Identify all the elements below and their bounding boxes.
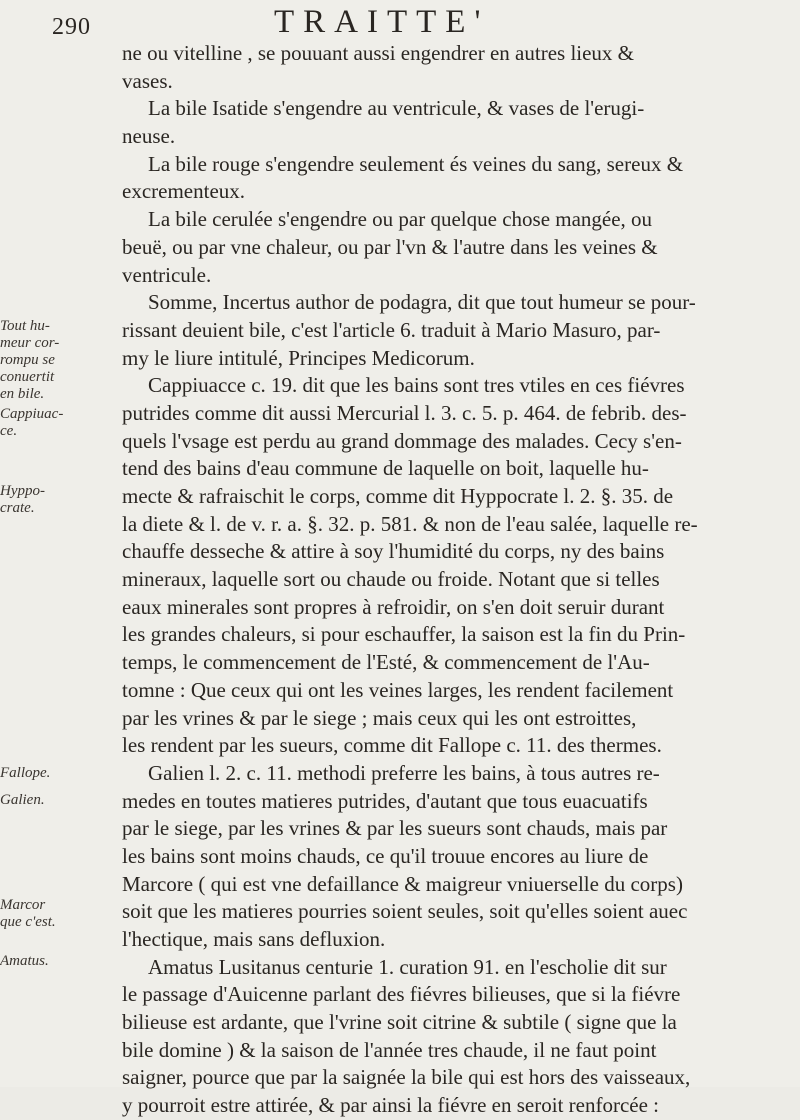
text-line: Marcore ( qui est vne defaillance & maigreur vniuerselle du corps)	[122, 871, 683, 896]
text-line: ne ou vitelline , se pouuant aussi engendrer en autres lieux &	[122, 41, 635, 65]
text-line: par le siege, par les vrines & par les sueurs sont chauds, mais par	[122, 816, 668, 841]
text-line: La bile cerulée s'engendre ou par quelque chose mangée, ou	[148, 207, 653, 232]
text-line: beuë, ou par vne chaleur, ou par l'vn & l'autre dans les veines &	[122, 234, 658, 259]
body-text	[122, 40, 782, 1120]
text-line: my le liure intitulé, Principes Medicorum.	[122, 345, 475, 370]
margin-note-amatus	[0, 953, 112, 970]
text-line: mecte & rafraischit le corps, comme dit Hyppocrate l. 2. §. 35. de	[122, 484, 674, 508]
text-line: par les vrines & par le siege ; mais ceux qui les ont estroittes,	[122, 705, 637, 730]
margin-note-cappiuacce	[0, 406, 112, 440]
margin-line: ce.	[0, 423, 18, 439]
text-line: La bile Isatide s'engendre au ventricule, & vases de l'erugi-	[148, 96, 645, 121]
margin-note-galien	[0, 792, 112, 809]
text-line: putrides comme dit aussi Mercurial l. 3. c. 5. p. 464. de febrib. des-	[122, 400, 687, 425]
margin-line: Marcor	[0, 897, 46, 913]
text-line: y pourroit estre attirée, & par ainsi la fiévre en seroit renforcée :	[122, 1093, 660, 1118]
text-line: les grandes chaleurs, si pour eschauffer, la saison est la fin du Prin-	[122, 622, 686, 647]
text-line: Galien l. 2. c. 11. methodi preferre les bains, à tous autres re-	[148, 760, 660, 785]
text-line: chauffe desseche & attire à soy l'humidité du corps, ny des bains	[122, 539, 665, 564]
margin-line: Amatus.	[0, 953, 49, 969]
margin-line: Hyppo-	[0, 483, 45, 499]
text-line: rissant deuient bile, c'est l'article 6. traduit à Mario Masuro, par-	[122, 317, 661, 342]
margin-line: meur cor-	[0, 335, 60, 351]
text-line: ventricule.	[122, 262, 212, 287]
text-line: eaux minerales sont propres à refroidir, on s'en doit seruir durant	[122, 594, 665, 619]
margin-line: Galien.	[0, 792, 45, 808]
margin-line: crate.	[0, 500, 35, 516]
margin-line: rompu se	[0, 352, 55, 368]
text-line: tend des bains d'eau commune de laquelle on boit, laquelle hu-	[122, 456, 649, 481]
margin-note-marcor	[0, 897, 112, 931]
margin-line: conuertit	[0, 369, 55, 385]
margin-line: que c'est.	[0, 914, 56, 930]
text-line: bile domine ) & la saison de l'année tres chaude, il ne faut point	[122, 1037, 657, 1062]
text-line: l'hectique, mais sans defluxion.	[122, 927, 386, 951]
text-line: Somme, Incertus author de podagra, dit que tout humeur se pour-	[148, 290, 696, 315]
text-line: le passage d'Auicenne parlant des fiévres bilieuses, que si la fiévre	[122, 982, 681, 1007]
margin-line: en bile.	[0, 386, 45, 402]
text-line: quels l'vsage est perdu au grand dommage des malades. Cecy s'en-	[122, 428, 682, 453]
margin-line: Tout hu-	[0, 318, 50, 334]
text-line: saigner, pource que par la saignée la bile qui est hors des vaisseaux,	[122, 1065, 691, 1090]
text-line: tomne : Que ceux qui ont les veines larges, les rendent facilement	[122, 677, 674, 702]
text-line: temps, le commencement de l'Esté, & commencement de l'Au-	[122, 650, 650, 675]
text-line: Amatus Lusitanus centurie 1. curation 91. en l'escholie dit sur	[148, 954, 667, 979]
margin-line: Cappiuac-	[0, 406, 64, 422]
text-line: vases.	[122, 68, 173, 93]
text-line: neuse.	[122, 124, 176, 149]
margin-note-tout-humeur	[0, 318, 112, 403]
text-line: les rendent par les sueurs, comme dit Fallope c. 11. des thermes.	[122, 733, 662, 758]
running-title: TRAITTE'	[274, 4, 490, 40]
text-line: bilieuse est ardante, que l'vrine soit citrine & subtile ( signe que la	[122, 1010, 677, 1035]
margin-note-hyppocrate	[0, 483, 112, 517]
page-header	[52, 4, 772, 44]
text-line: excrementeux.	[122, 179, 246, 204]
text-line: Cappiuacce c. 19. dit que les bains sont tres vtiles en ces fiévres	[148, 373, 685, 398]
text-line: soit que les matieres pourries soient seules, soit qu'elles soient auec	[122, 899, 688, 924]
text-line: les bains sont moins chauds, ce qu'il trouue encores au liure de	[122, 843, 649, 868]
text-line: mineraux, laquelle sort ou chaude ou froide. Notant que si telles	[122, 567, 660, 592]
margin-note-fallope	[0, 765, 112, 782]
page-number: 290	[52, 14, 91, 40]
text-line: La bile rouge s'engendre seulement és veines du sang, sereux &	[148, 151, 684, 176]
margin-line: Fallope.	[0, 765, 51, 781]
text-line: medes en toutes matieres putrides, d'autant que tous euacuatifs	[122, 788, 648, 813]
text-line: la diete & l. de v. r. a. §. 32. p. 581. & non de l'eau salée, laquelle re-	[122, 511, 698, 536]
